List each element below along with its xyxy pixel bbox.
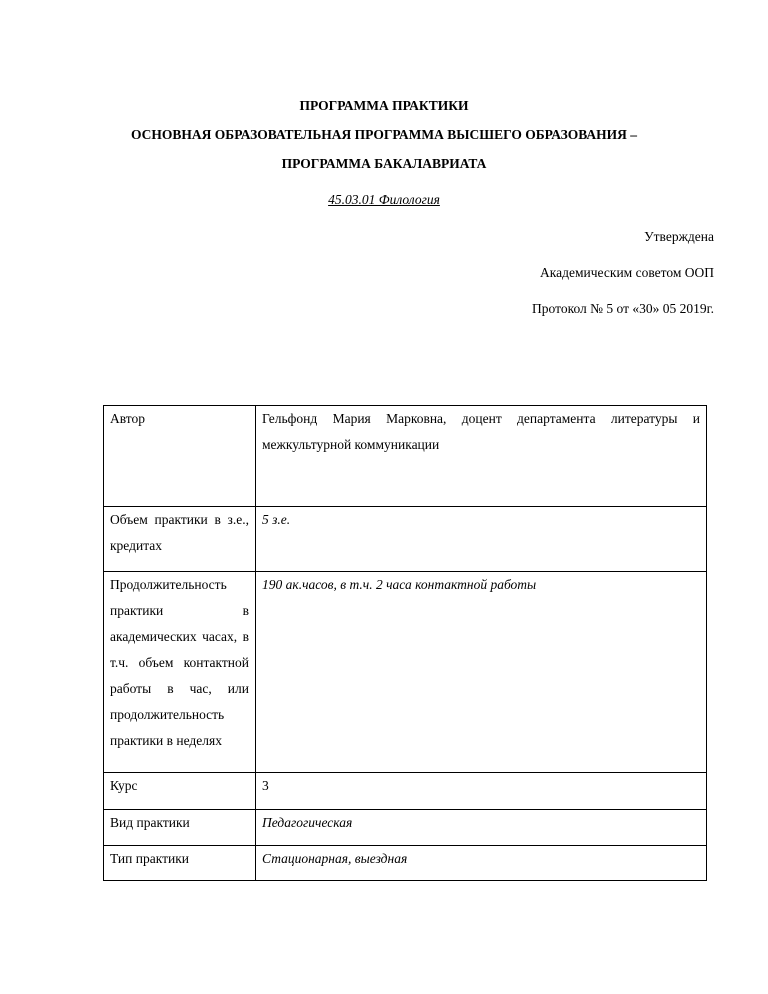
label-kind: Вид практики bbox=[104, 810, 256, 846]
program-name-line1: ОСНОВНАЯ ОБРАЗОВАТЕЛЬНАЯ ПРОГРАММА ВЫСШЕГО ОБРАЗОВАНИЯ – bbox=[130, 127, 638, 142]
value-duration: 190 ак.часов, в т.ч. 2 часа контактной работы bbox=[256, 572, 707, 773]
approval-status: Утверждена bbox=[644, 229, 714, 244]
value-course: 3 bbox=[256, 773, 707, 810]
table-row-kind bbox=[104, 810, 707, 846]
value-kind: Педагогическая bbox=[256, 810, 707, 846]
table-row-author bbox=[104, 406, 707, 507]
table-row-duration bbox=[104, 572, 707, 773]
document-title: ПРОГРАММА ПРАКТИКИ bbox=[299, 98, 469, 113]
label-course: Курс bbox=[104, 773, 256, 810]
approval-protocol: Протокол № 5 от «30» 05 2019г. bbox=[532, 301, 714, 316]
value-volume: 5 з.е. bbox=[256, 507, 707, 572]
field-of-study-text: 45.03.01 Филология bbox=[328, 192, 440, 207]
label-type: Тип практики bbox=[104, 846, 256, 881]
field-of-study bbox=[0, 192, 768, 208]
value-author: Гельфонд Мария Марковна, доцент департамента литературы и межкультурной коммуникации bbox=[256, 406, 707, 507]
label-volume: Объем практики в з.е., кредитах bbox=[104, 507, 256, 572]
practice-info-table bbox=[103, 405, 707, 881]
table-row-volume bbox=[104, 507, 707, 572]
value-type: Стационарная, выездная bbox=[256, 846, 707, 881]
program-name-line2: ПРОГРАММА БАКАЛАВРИАТА bbox=[281, 156, 487, 171]
label-author: Автор bbox=[104, 406, 256, 507]
label-duration: Продолжительность практики в академических часах, в т.ч. объем контактной работы в час, или продолжительность практики в неделях bbox=[104, 572, 256, 773]
table-row-course bbox=[104, 773, 707, 810]
table-row-type bbox=[104, 846, 707, 881]
approval-body: Академическим советом ООП bbox=[540, 265, 714, 280]
